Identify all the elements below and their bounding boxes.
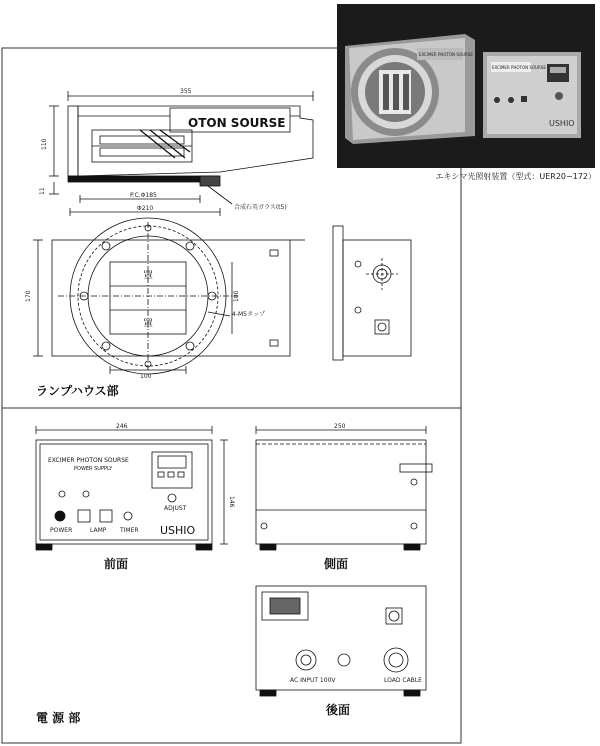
photo-ps-plate: EXCIMER PHOTON SOURSE: [492, 65, 546, 70]
dim-front-height-170: 170: [25, 290, 32, 302]
dim-window-width-100: 100: [140, 373, 152, 380]
ps-view-rear: 後面: [326, 703, 351, 717]
ps-label-power: POWER: [50, 527, 73, 534]
ps-rear-ac-input: AC INPUT 100V: [290, 677, 336, 684]
dim-pcd-185: P.C.Φ185: [130, 192, 157, 199]
dim-window-height-100: 100: [233, 290, 240, 302]
ps-brand: USHIO: [160, 524, 196, 537]
power-supply-heading: 電 源 部: [36, 711, 81, 725]
lamp-house-banner: OTON SOURSE: [188, 116, 286, 130]
ps-front-subtitle: POWER SUPPLY: [74, 466, 113, 472]
lamp-house-side-view: [333, 226, 411, 360]
dim-height-110: 110: [41, 138, 48, 150]
ps-label-adjust: ADJUST: [164, 505, 187, 512]
ps-label-lamp: LAMP: [90, 527, 107, 534]
dim-width-355: 355: [180, 88, 192, 95]
photo-ps-brand: USHIO: [549, 119, 575, 128]
ps-front-width-246: 246: [116, 423, 128, 430]
dim-dia-210: Φ210: [137, 205, 154, 212]
tap-note: 4-M5タップ: [232, 311, 265, 318]
lamp-house-top-view: [49, 91, 313, 216]
product-photo: [337, 4, 595, 168]
window-mark-bottom: 罩: [143, 319, 153, 330]
glass-note: 合成石英ガラス(t5): [234, 204, 287, 211]
lamp-house-front-view: [33, 218, 305, 374]
lamp-house-heading: ランプハウス部: [36, 384, 119, 398]
ps-front-title: EXCIMER PHOTON SOURSE: [48, 457, 129, 464]
photo-lamp-plate: EXCIMER PHOTON SOURSE: [419, 52, 473, 57]
ps-side-width-250: 250: [334, 423, 346, 430]
ps-rear-load-cable: LOAD CABLE: [384, 677, 422, 684]
dim-flange-11: 11: [39, 187, 46, 195]
ps-view-front: 前面: [104, 557, 129, 571]
ps-front-height-146: 146: [228, 496, 235, 508]
ps-view-side: 側面: [324, 557, 349, 571]
power-supply-side-view: [256, 426, 432, 550]
window-mark-top: 罩: [143, 271, 153, 282]
photo-caption: エキシマ光照射装置（型式：UER20−172）: [435, 172, 596, 181]
ps-label-timer: TIMER: [120, 527, 139, 534]
